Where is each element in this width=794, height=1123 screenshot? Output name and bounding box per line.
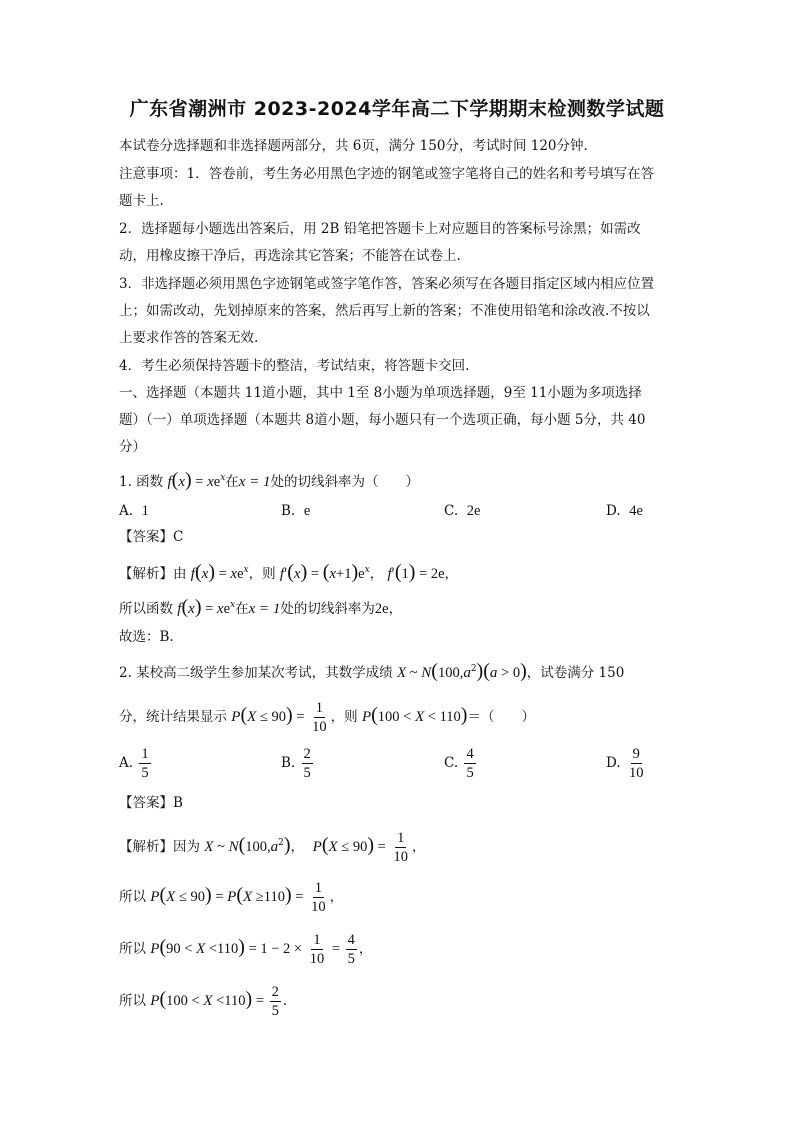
q2-analysis-1: 【解析】因为 X ~ $N(100,a^2)$， P(X ≤ 90) = $\frac{1}{10}$ ， [119, 830, 426, 865]
q2-option-c: C. $\frac{4}{5}$ [444, 746, 474, 781]
q1-analysis-1: 【解析】由 $f(x) = xe^x$，则 $f'(x) = (x+1)e^x$， f′(1) = 2e， [119, 561, 459, 583]
section-line-1: 一、选择题（本题共 11道小题，其中 1至 8小题为单项选择题，9至 11小题为多项选择 [119, 385, 642, 401]
q1-conclusion: 故选：B. [119, 629, 174, 645]
q2-analysis-2: 所以 P(X ≤ 90) = P(X ≥110) = $\frac{1}{10}$ ， [119, 880, 344, 915]
notice-3a: 3．非选择题必须用黑色字迹钢笔或签字笔作答，答案必须写在各题目指定区域内相应位置 [119, 276, 655, 292]
q2-analysis-3: 所以 P(90 < X <110) = 1 − 2 × $\frac{1}{10}$ = $\frac{4}{5}$ ， [119, 932, 373, 967]
notice-3b: 上；如需改动，先划掉原来的答案，然后再写上新的答案；不准使用铅笔和涂改液.不按以 [119, 303, 650, 319]
section-line-3: 分） [119, 439, 146, 455]
intro-line: 本试卷分选择题和非选择题两部分，共 6页，满分 150分，考试时间 120分钟. [119, 138, 588, 154]
q2-answer: 【答案】B [119, 795, 183, 811]
page-title: 广东省潮洲市 2023-2024学年高二下学期期末检测数学试题 [129, 98, 665, 120]
notice-2a: 2．选择题每小题选出答案后，用 2B 铅笔把答题卡上对应题目的答案标号涂黑；如需改 [119, 221, 641, 237]
q2-option-b: B. $\frac{2}{5}$ [281, 746, 311, 781]
notice-4: 4．考生必须保持答题卡的整洁，考试结束，将答题卡交回. [119, 358, 470, 374]
q1-answer: 【答案】C [119, 529, 184, 545]
notice-2b: 动，用橡皮擦干净后，再选涂其它答案；不能答在试卷上. [119, 248, 461, 264]
q2-option-d: D. $\frac{9}{10}$ [606, 746, 644, 781]
q2-option-a: A. $\frac{1}{5}$ [119, 746, 149, 781]
q1-option-a: A. 1 [119, 503, 149, 519]
fraction: $\frac{1}{10}$ [312, 700, 327, 735]
q1-analysis-2: 所以函数 $f(x) = xe^x$在x = 1处的切线斜率为2e， [119, 596, 403, 618]
section-line-2: 题）（一）单项选择题（本题共 8道小题，每小题只有一个选项正确，每小题 5分，共 40 [119, 412, 646, 428]
q1-option-c: C. 2e [444, 503, 481, 519]
notice-1b: 题卡上. [119, 193, 164, 209]
notice-1a: 注意事项：1．答卷前，考生务必用黑色字迹的钢笔或签字笔将自己的姓名和考号填写在答 [119, 166, 655, 182]
q2-stem-1: 2. 某校高二级学生参加某次考试，其数学成绩 X ~ $N(100,a^2)(a > 0)$，试卷满分 150 [119, 660, 625, 682]
q2-analysis-4: 所以 P(100 < X <110) = $\frac{2}{5}$ . [119, 984, 288, 1019]
q1-stem: 1. 函数 $f(x) = xe^x$在x = 1处的切线斜率为（ ） [119, 469, 420, 491]
q2-stem-2: 分，统计结果显示 P(X ≤ 90) = $\frac{1}{10}$ ，则 P(100 < X < 110)＝（ ） [119, 700, 535, 735]
q1-option-d: D. 4e [606, 503, 643, 519]
notice-3c: 上要求作答的答案无效. [119, 330, 259, 346]
q1-option-b: B. e [281, 503, 311, 519]
